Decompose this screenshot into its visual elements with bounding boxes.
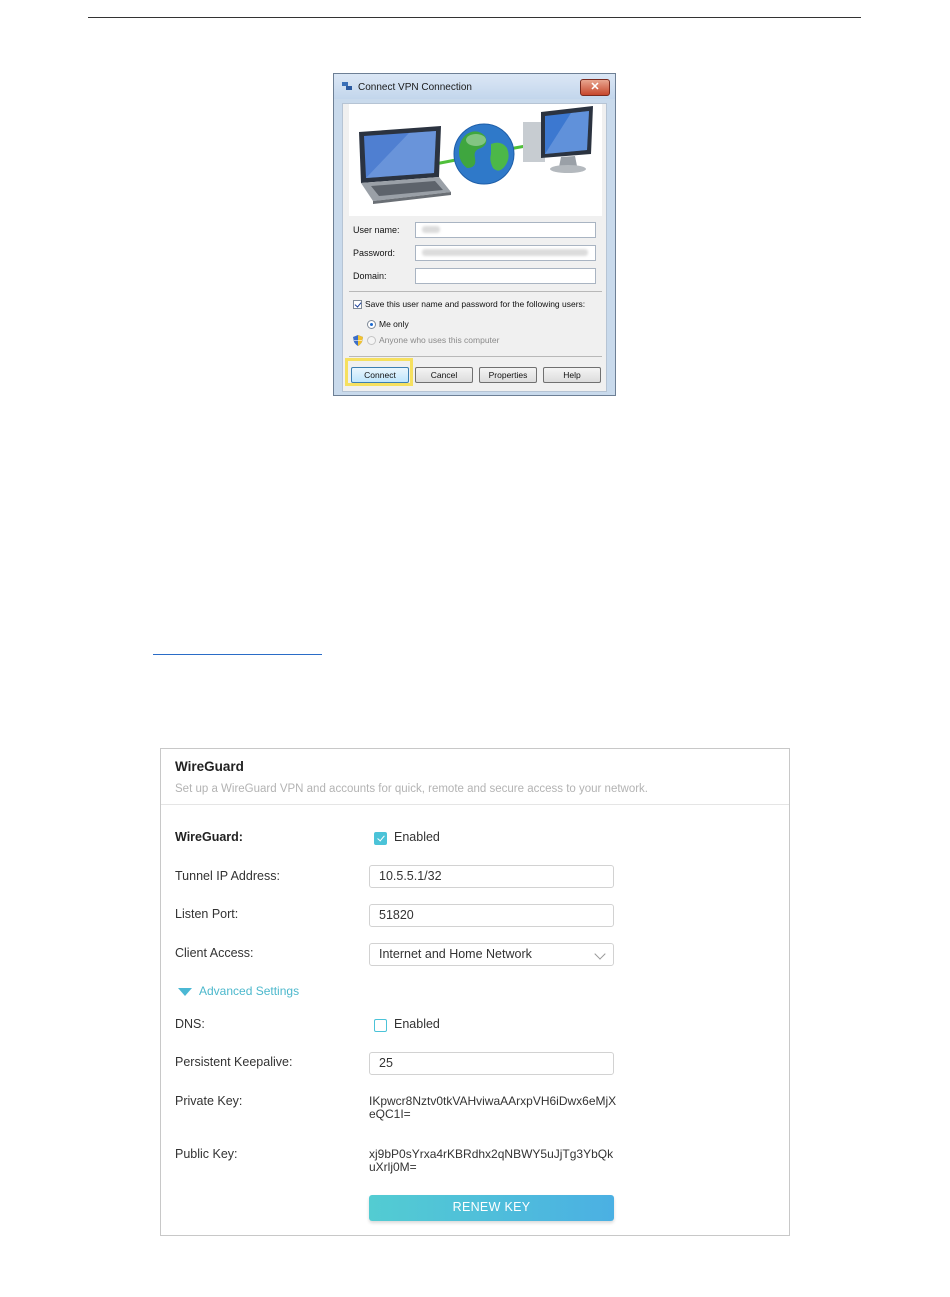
tunnel-ip-input[interactable]: 10.5.5.1/32	[369, 865, 614, 888]
vpn-banner-illustration	[349, 104, 602, 216]
client-access-select[interactable]	[369, 943, 614, 966]
panel-divider	[161, 804, 789, 805]
domain-label: Domain:	[353, 271, 387, 281]
me-only-label: Me only	[379, 319, 409, 329]
hyperlink-underline[interactable]	[153, 654, 322, 655]
help-button[interactable]: Help	[543, 367, 601, 383]
properties-button[interactable]: Properties	[479, 367, 537, 383]
me-only-radio[interactable]	[367, 320, 376, 329]
globe-icon	[454, 124, 514, 184]
save-credentials-checkbox[interactable]	[353, 300, 362, 309]
public-key-label: Public Key:	[175, 1147, 238, 1161]
panel-description: Set up a WireGuard VPN and accounts for quick, remote and secure access to your network.	[175, 783, 649, 795]
private-key-label: Private Key:	[175, 1094, 243, 1108]
keepalive-label: Persistent Keepalive:	[175, 1055, 293, 1069]
wireguard-panel	[160, 748, 790, 1236]
connect-button[interactable]: Connect	[351, 367, 409, 383]
dialog-separator-bottom	[349, 356, 602, 357]
close-button[interactable]: ✕	[580, 79, 610, 96]
client-access-label: Client Access:	[175, 946, 254, 960]
network-icon	[342, 82, 352, 91]
panel-title: WireGuard	[175, 759, 244, 774]
listen-port-input[interactable]: 51820	[369, 904, 614, 927]
listen-port-label: Listen Port:	[175, 907, 239, 921]
advanced-settings-toggle[interactable]: Advanced Settings	[199, 984, 300, 998]
chevron-down-icon	[594, 948, 605, 959]
username-field[interactable]	[415, 222, 596, 238]
anyone-label: Anyone who uses this computer	[379, 335, 500, 345]
laptop-icon	[359, 126, 451, 204]
uac-shield-icon	[353, 335, 363, 346]
connect-vpn-dialog	[333, 73, 616, 396]
dns-checkbox[interactable]	[374, 1019, 387, 1032]
dialog-body	[342, 103, 607, 392]
dialog-titlebar	[334, 74, 615, 99]
client-access-value: Internet and Home Network	[379, 947, 532, 961]
wireguard-enable-label: WireGuard:	[175, 830, 243, 844]
header-rule	[88, 17, 861, 18]
domain-field[interactable]	[415, 268, 596, 284]
triangle-down-icon[interactable]	[178, 988, 192, 996]
username-label: User name:	[353, 225, 400, 235]
renew-key-button[interactable]: RENEW KEY	[369, 1195, 614, 1221]
dialog-title: Connect VPN Connection	[358, 82, 472, 93]
wireguard-enable-checkbox[interactable]	[374, 832, 387, 845]
anyone-radio[interactable]	[367, 336, 376, 345]
keepalive-input[interactable]: 25	[369, 1052, 614, 1075]
dns-label: DNS:	[175, 1017, 205, 1031]
save-credentials-label: Save this user name and password for the following users:	[365, 299, 586, 309]
password-label: Password:	[353, 248, 396, 258]
dns-value: Enabled	[394, 1017, 440, 1031]
connect-button-highlight	[345, 358, 413, 386]
tunnel-ip-label: Tunnel IP Address:	[175, 869, 280, 883]
dialog-separator	[349, 291, 602, 292]
password-field[interactable]	[415, 245, 596, 261]
public-key-value: xj9bP0sYrxa4rKBRdhx2qNBWY5uJjTg3YbQkuXrlj0M=	[369, 1147, 614, 1174]
private-key-value: IKpwcr8Nztv0tkVAHviwaAArxpVH6iDwx6eMjXeQC1I=	[369, 1094, 617, 1121]
wireguard-enable-value: Enabled	[394, 830, 440, 844]
cancel-button[interactable]: Cancel	[415, 367, 473, 383]
